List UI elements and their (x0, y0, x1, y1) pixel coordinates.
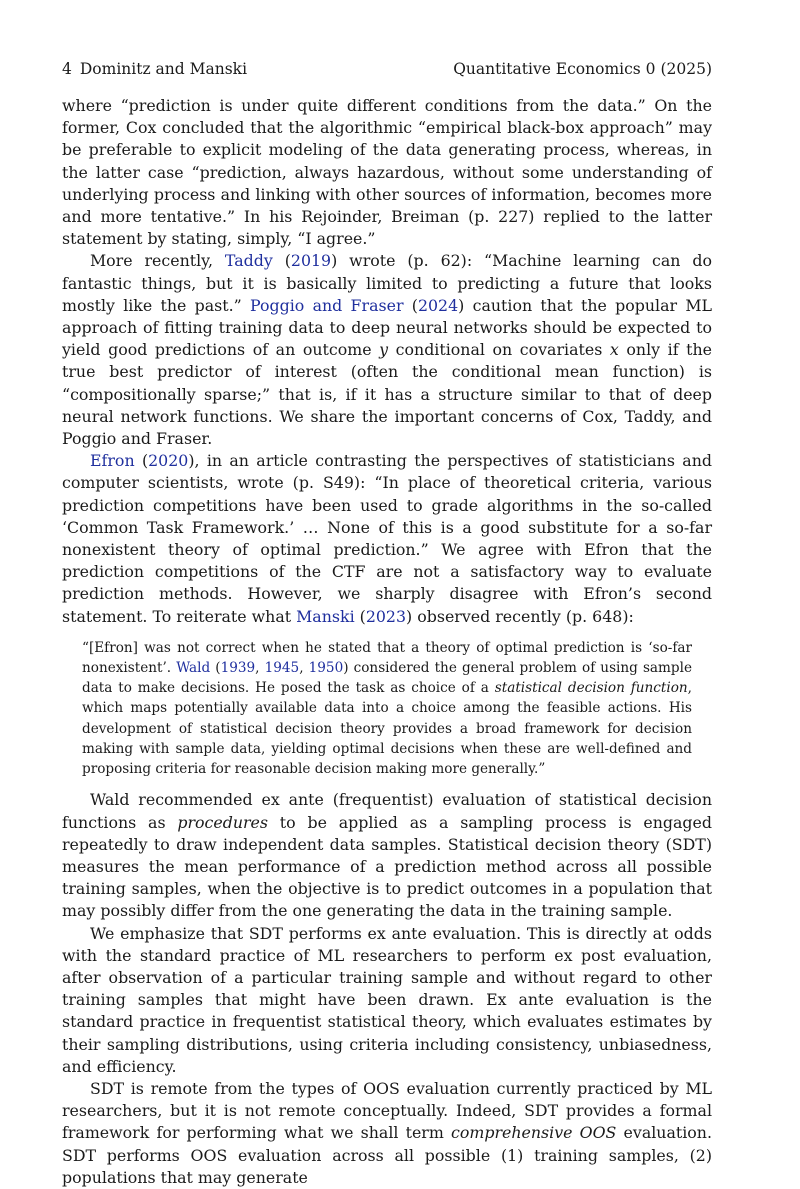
paragraph-2: More recently, Taddy (2019) wrote (p. 62): “Machine learning can do fantastic things, but it is basically limited to predicting a future that looks mostly like the past.” Poggio and Fraser (2024) caution that the popular ML approach of fitting training data to deep neural networks should be expected to yield good predictions of an outcome y conditional on covariates x only if the true best predictor of interest (often the conditional mean function) is “compositionally sparse;” that is, if it has a structure similar to that of deep neural network functions. We share the important concerns of Cox, Taddy, and Poggio and Fraser. (62, 251, 713, 449)
paragraph-6-lead: SDT is remote from the types of OOS evaluation currently practiced by ML researchers, but it is not remote conceptually. Indeed, SDT provides a formal framework for performing what we shall term (62, 1078, 712, 1143)
paragraph-2-mid: conditional on covariates (388, 340, 610, 360)
paragraph-4 (62, 789, 712, 922)
paragraph-4-emphasis: procedures (177, 812, 269, 832)
citation-wald-1945[interactable]: 1945 (264, 660, 300, 677)
variable-x: x (609, 340, 619, 360)
citation-wald[interactable]: Wald (176, 660, 211, 677)
paragraph-1 (62, 95, 712, 250)
citation-taddy[interactable]: Taddy (224, 251, 273, 271)
paragraph-6-emphasis: comprehensive OOS (451, 1123, 617, 1143)
paragraph-2-after-poggio: caution that the popular ML approach of fitting training data to deep neural networks should be expected to yield good predictions of an outcome (62, 295, 712, 360)
header-authors: Dominitz and Manski (79, 60, 248, 78)
paragraph-3-after-efron: , in an article contrasting the perspectives of statisticians and computer scientists, wrote (p. S49): “In place of theoretical criteria, various prediction competitions have been used to grade algorithms in the so-called ‘Common Task Framework.’ … None of this is a good substitute for a so-far nonexistent theory of optimal prediction.” We agree with Efron that the prediction competitions of the CTF are not a satisfactory way to evaluate prediction methods. However, we sharply disagree with Efron’s second statement. To reiterate what (62, 451, 712, 626)
paragraph-5-text: We emphasize that SDT performs ex ante evaluation. This is directly at odds with the standard practice of ML researchers to perform ex post evaluation, after observation of a particular training sample and without regard to other training samples that might have been drawn. Ex ante evaluation is the standard practice in frequentist statistical theory, which evaluates estimates by their sampling distributions, using criteria including consistency, unbiasedness, and efficiency. (62, 923, 712, 1076)
paragraph-4-tail: to be applied as a sampling process is engaged repeatedly to draw independent data samples. Statistical decision theory (SDT) measures the mean performance of a prediction method across all possible training samples, when the objective is to predict outcomes in a population that may possibly differ from the one generating the data in the training sample. (62, 812, 712, 921)
paper-page (62, 58, 712, 1189)
paragraph-3-tail: observed recently (p. 648): (412, 606, 634, 626)
header-left (62, 58, 255, 80)
running-header (62, 58, 712, 80)
citation-poggio-fraser[interactable]: Poggio and Fraser (250, 295, 404, 315)
header-journal: Quantitative Economics 0 (2025) (453, 60, 712, 78)
paragraph-1-text: where “prediction is under quite different conditions from the data.” On the former, Cox concluded that the algorithmic “empirical black-box approach” may be preferable to explicit modeling of the data generating process, whereas, in the latter case “prediction, always hazardous, without some understanding of underlying process and linking with other sources of information, becomes more and more tentative.” In his Rejoinder, Breiman (p. 227) replied to the latter statement by stating, simply, “I agree.” (62, 96, 712, 249)
citation-taddy-year[interactable]: 2019 (290, 251, 332, 271)
quote-emphasis: statistical decision function (494, 680, 688, 697)
variable-y: y (379, 340, 389, 360)
citation-wald-1939[interactable]: 1939 (220, 660, 256, 677)
paragraph-2-lead: More recently, (90, 251, 225, 271)
citation-wald-1950[interactable]: 1950 (308, 660, 344, 677)
paragraph-6-tail: evaluation. SDT performs OOS evaluation across all possible (1) training samples, (2) populations that may generate (62, 1123, 712, 1187)
citation-poggio-fraser-year[interactable]: 2024 (417, 295, 459, 315)
paragraph-6 (62, 1078, 712, 1189)
block-quote (82, 638, 692, 779)
paragraph-2-tail: only if the true best predictor of interest (often the conditional mean function) is “compositionally sparse;” that is, if it has a structure similar to that of deep neural network functions. We share the important concerns of Cox, Taddy, and Poggio and Fraser. (62, 340, 713, 449)
paragraph-2-after-taddy: wrote (p. 62): “Machine learning can do fantastic things, but it is basically limited to predicting a future that looks mostly like the past.” (62, 251, 712, 315)
page-number: 4 (62, 60, 72, 78)
paragraph-5 (62, 923, 712, 1078)
paragraph-4-lead: Wald recommended ex ante (frequentist) evaluation of statistical decision functions as (62, 790, 712, 832)
citation-efron-year[interactable]: 2020 (148, 451, 189, 471)
citation-manski[interactable]: Manski (296, 606, 355, 626)
quote-tail: , which maps potentially available data into a choice among the feasible actions. His development of statistical decision theory provides a broad framework for decision making with sample data, yielding optimal decisions when these are well-defined and proposing criteria for reasonable decision making more generally.” (82, 680, 692, 778)
quote-lead: “[Efron] was not correct when he stated that a theory of optimal prediction is ‘so-far nonexistent’. (82, 639, 692, 677)
citation-manski-year[interactable]: 2023 (365, 606, 407, 626)
paragraph-3: Efron (2020), in an article contrasting the perspectives of statisticians and computer scientists, wrote (p. S49): “In place of theoretical criteria, various prediction competitions have been used to grade algorithms in the so-called ‘Common Task Framework.’ … None of this is a good substitute for a so-far nonexistent theory of optimal prediction.” We agree with Efron that the prediction competitions of the CTF are not a satisfactory way to evaluate prediction methods. However, we sharply disagree with Efron’s second statement. To reiterate what Manski (2023) observed recently (p. 648): (62, 451, 712, 626)
quote-after-cite: considered the general problem of using sample data to make decisions. He posed the task as choice of a (82, 660, 693, 697)
citation-efron[interactable]: Efron (90, 451, 135, 471)
block-quote-text: “[Efron] was not correct when he stated that a theory of optimal prediction is ‘so-far nonexistent’. Wald (1939, 1945, 1950) considered the general problem of using sample data to make decisions. He posed the task as choice of a statistical decision function, which maps potentially available data into a choice among the feasible actions. His development of statistical decision theory provides a broad framework for decision making with sample data, yielding optimal decisions when these are well-defined and proposing criteria for reasonable decision making more generally.” (82, 639, 693, 778)
